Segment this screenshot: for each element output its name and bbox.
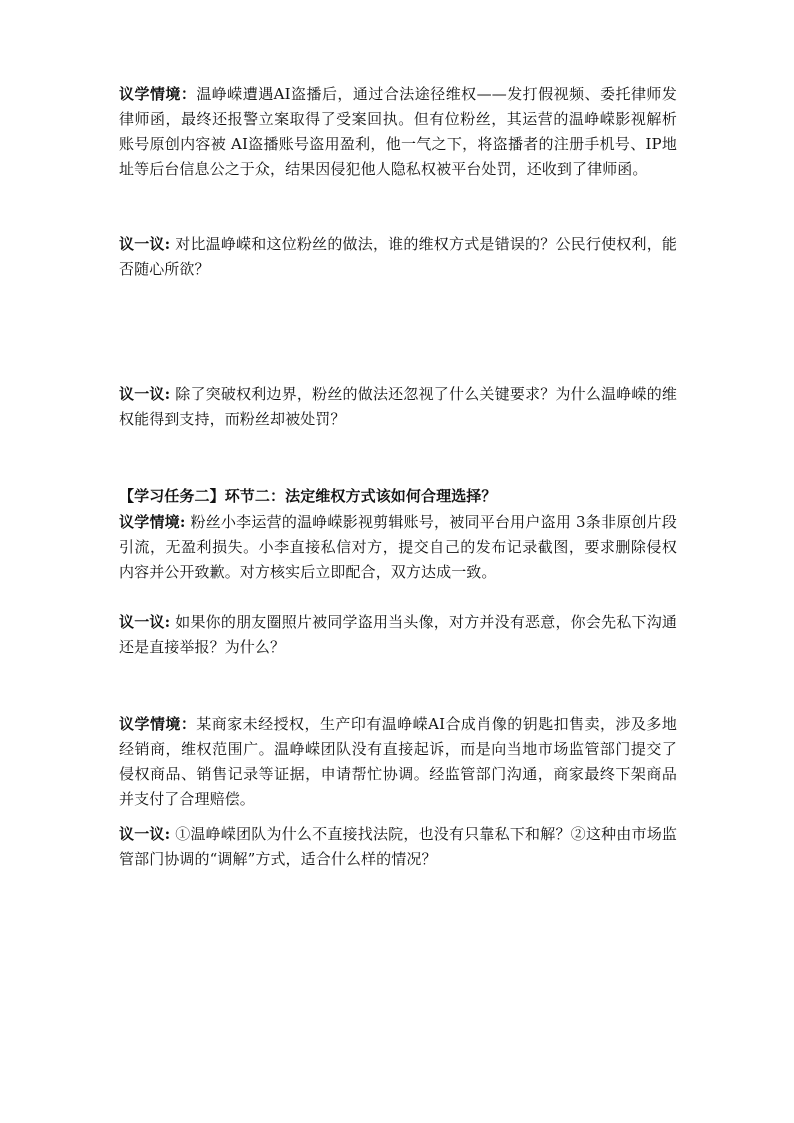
discussion-label: 议一议: <box>119 825 171 843</box>
context-label: 议学情境: <box>119 513 186 531</box>
context-paragraph-2 <box>119 510 677 585</box>
discussion-paragraph-4 <box>119 822 677 872</box>
context-text: 粉丝小李运营的温峥嵘影视剪辑账号，被同平台用户盗用 3条非原创片段引流，无盈利损失。小李直接私信对方，提交自己的发布记录截图，要求删除侵权内容并公开致歉。对方核实后立即配合，双方达成一致。 <box>119 513 677 581</box>
discussion-label: 议一议: <box>119 385 171 403</box>
context-paragraph-3 <box>119 712 677 812</box>
discussion-paragraph-3 <box>119 610 677 660</box>
context-text: 某商家未经授权，生产印有温峥嵘AI合成肖像的钥匙扣售卖，涉及多地经销商，维权范围广。温峥嵘团队没有直接起诉，而是向当地市场监管部门提交了侵权商品、销售记录等证据，申请帮忙协调。经监管部门沟通，商家最终下架商品并支付了合理赔偿。 <box>119 715 677 808</box>
discussion-paragraph-1 <box>119 232 677 282</box>
context-label: 议学情境： <box>119 85 197 103</box>
section-heading: 【学习任务二】环节二：法定维权方式该如何合理选择？ <box>119 487 497 505</box>
discussion-text: 如果你的朋友圈照片被同学盗用当头像，对方并没有恶意，你会先私下沟通还是直接举报？为什么？ <box>119 613 678 656</box>
discussion-label: 议一议: <box>119 235 171 253</box>
discussion-label: 议一议: <box>119 613 171 631</box>
discussion-text: 对比温峥嵘和这位粉丝的做法，谁的维权方式是错误的？公民行使权利，能否随心所欲？ <box>119 235 678 278</box>
context-label: 议学情境： <box>119 715 197 733</box>
discussion-text: 除了突破权利边界，粉丝的做法还忽视了什么关键要求？为什么温峥嵘的维权能得到支持，而粉丝却被处罚？ <box>119 385 678 428</box>
discussion-text: ①温峥嵘团队为什么不直接找法院，也没有只靠私下和解？②这种由市场监管部门协调的“调解”方式，适合什么样的情况？ <box>119 825 678 868</box>
discussion-paragraph-2 <box>119 382 677 432</box>
context-paragraph-1 <box>119 82 677 182</box>
context-text: 温峥嵘遭遇AI盗播后，通过合法途径维权——发打假视频、委托律师发律师函，最终还报警立案取得了受案回执。但有位粉丝，其运营的温峥嵘影视解析账号原创内容被 AI盗播账号盗用盈利，他一气之下，将盗播者的注册手机号、IP地址等后台信息公之于众，结果因侵犯他人隐私权被平台处罚，还收到了律师函。 <box>119 85 677 178</box>
